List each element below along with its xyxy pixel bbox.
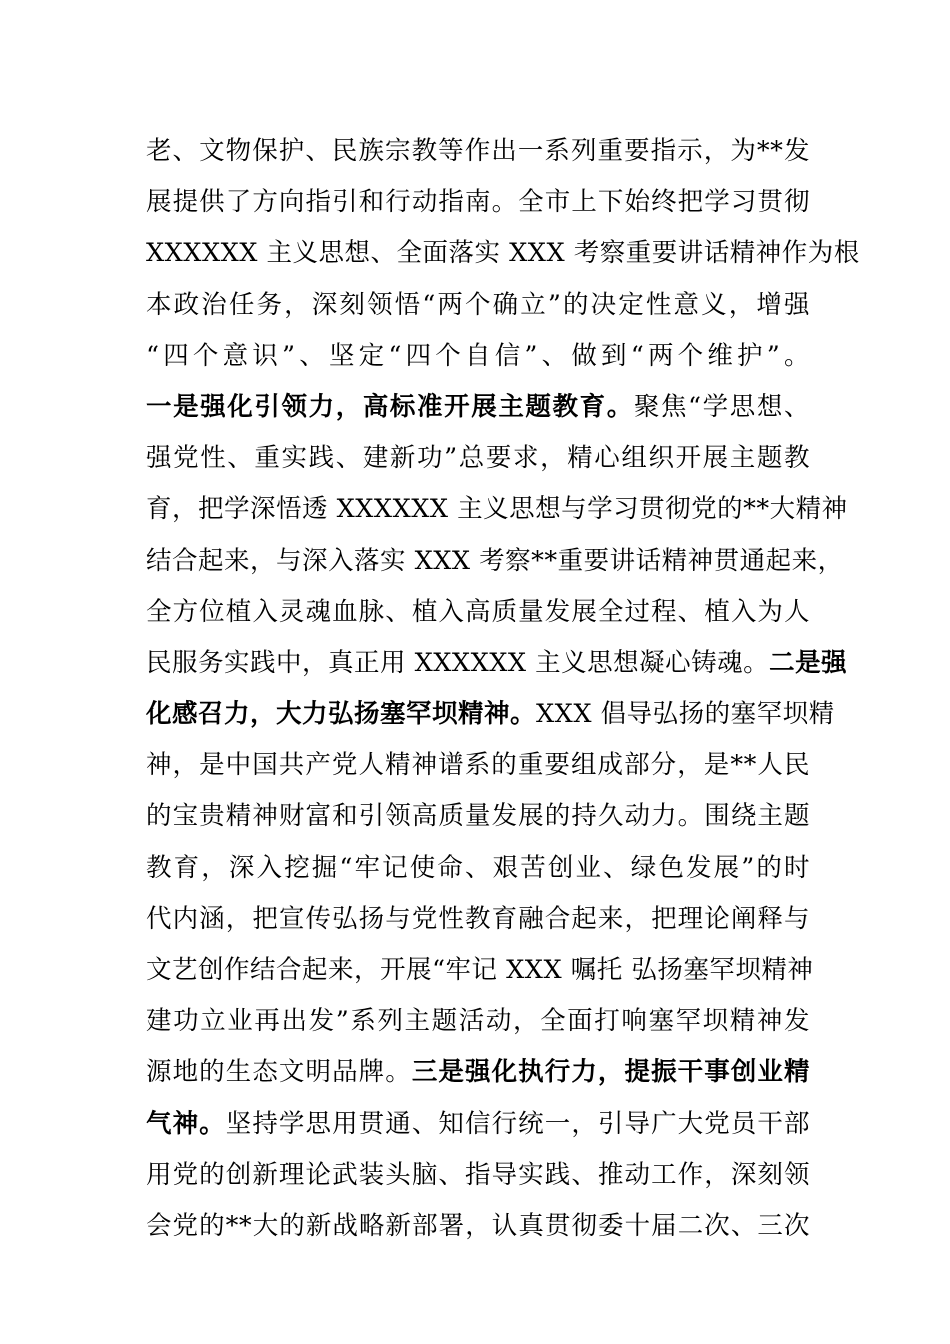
text-line — [146, 1201, 810, 1252]
text-line — [146, 1150, 810, 1201]
body-text: XXXXXX 主义思想、全面落实 XXX 考察重要讲话精神作为根 — [146, 238, 860, 269]
text-line — [146, 382, 810, 433]
text-line — [146, 484, 848, 535]
text-line — [146, 536, 844, 587]
text-line — [146, 894, 810, 945]
text-line — [146, 638, 848, 689]
text-line — [146, 228, 860, 279]
body-text: 育，把学深悟透 XXXXXX 主义思想与学习贯彻党的**大精神 — [146, 494, 848, 525]
text-line — [146, 740, 810, 791]
text-line — [146, 587, 810, 638]
text-line — [146, 843, 810, 894]
text-line — [146, 689, 835, 740]
text-line — [146, 945, 814, 996]
body-text: 强党性、重实践、建新功”总要求，精心组织开展主题教 — [146, 443, 810, 474]
body-text: 神，是中国共产党人精神谱系的重要组成部分，是**人民 — [146, 750, 810, 781]
text-line — [146, 331, 810, 382]
body-text: 的宝贵精神财富和引领高质量发展的持久动力。围绕主题 — [146, 801, 810, 832]
body-text: 源地的生态文明品牌。 — [146, 1057, 412, 1088]
bold-heading-text: 一是强化引领力，高标准开展主题教育。 — [146, 391, 634, 422]
bold-heading-text: 化感召力，大力弘扬塞罕坝精神。 — [146, 699, 537, 730]
text-line — [146, 177, 810, 228]
text-line — [146, 996, 810, 1047]
body-text: 坚持学思用贯通、知信行统一，引导广大党员干部 — [225, 1108, 810, 1139]
text-line — [146, 433, 810, 484]
body-text: “四个意识”、坚定“四个自信”、做到“两个维护”。 — [146, 340, 810, 371]
text-line — [146, 280, 810, 331]
body-text: 老、文物保护、民族宗教等作出一系列重要指示，为**发 — [146, 136, 810, 166]
body-text: 全方位植入灵魂血脉、植入高质量发展全过程、植入为人 — [146, 596, 810, 627]
body-text: 建功立业再出发”系列主题活动，全面打响塞罕坝精神发 — [146, 1006, 810, 1037]
text-line — [146, 791, 810, 842]
body-text: 展提供了方向指引和行动指南。全市上下始终把学习贯彻 — [146, 187, 810, 218]
body-text: 本政治任务，深刻领悟“两个确立”的决定性意义，增强 — [146, 289, 810, 320]
body-text: 聚焦“学思想、 — [633, 391, 810, 422]
body-paragraph — [146, 126, 860, 1252]
bold-heading-text: 气神。 — [146, 1108, 226, 1139]
body-text: 文艺创作结合起来，开展“牢记 XXX 嘱托 弘扬塞罕坝精神 — [146, 955, 814, 985]
body-text: 代内涵，把宣传弘扬与党性教育融合起来，把理论阐释与 — [146, 903, 810, 934]
text-line — [146, 1099, 810, 1150]
body-text: XXX 倡导弘扬的塞罕坝精 — [536, 699, 835, 730]
bold-heading-text: 三是强化执行力，提振干事创业精 — [411, 1057, 810, 1088]
body-text: 结合起来，与深入落实 XXX 考察**重要讲话精神贯通起来， — [146, 545, 844, 576]
bold-heading-text: 二是强 — [769, 647, 848, 678]
text-line — [146, 126, 810, 177]
body-text: 会党的**大的新战略新部署，认真贯彻委十届二次、三次 — [146, 1210, 810, 1241]
body-text: 教育，深入挖掘“牢记使命、艰苦创业、绿色发展”的时 — [146, 852, 810, 883]
body-text: 民服务实践中，真正用 XXXXXX 主义思想凝心铸魂。 — [146, 647, 770, 678]
text-line — [146, 1047, 810, 1098]
body-text: 用党的创新理论武装头脑、指导实践、推动工作，深刻领 — [146, 1159, 810, 1190]
